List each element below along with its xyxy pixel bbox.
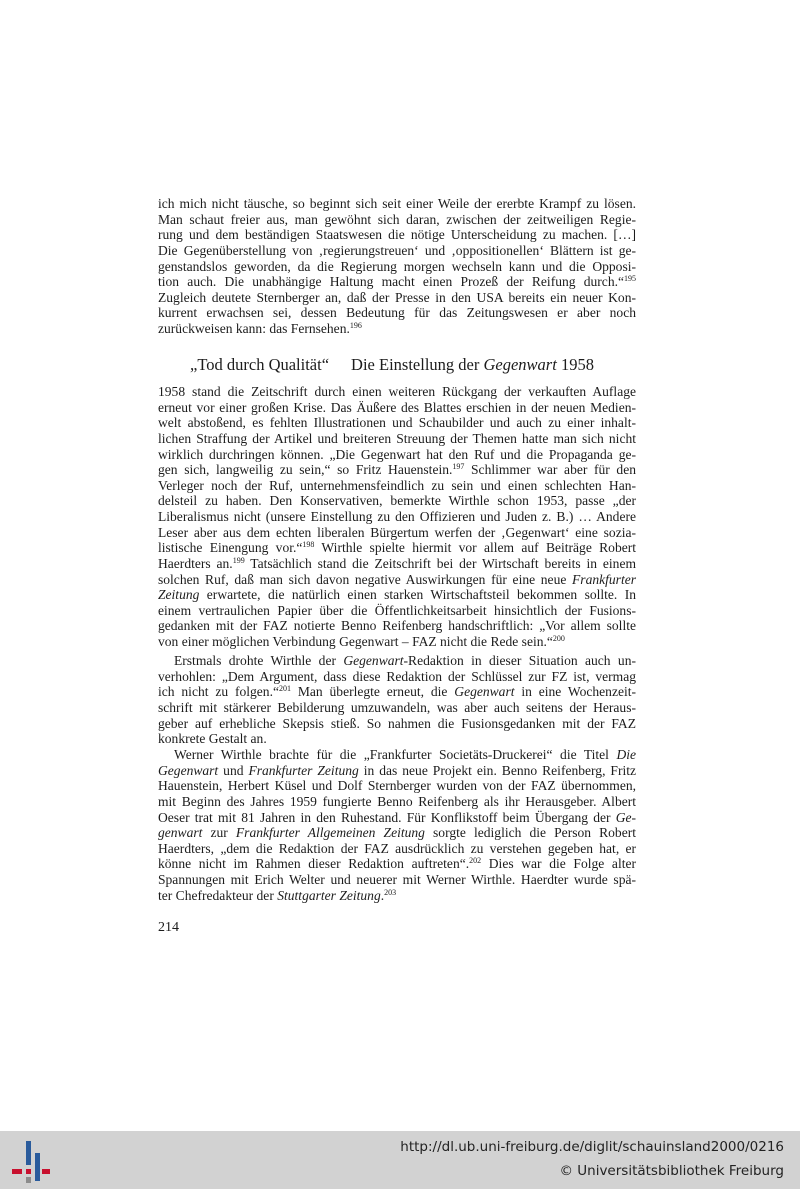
text-line: gedanken mit der FAZ notierte Benno Reifenberg handschriftlich: „Vor allem sollte: [158, 618, 636, 634]
footnote-ref: 199: [232, 555, 245, 565]
footnote-ref: 201: [279, 684, 291, 694]
text-line: Hauenstein, Herbert Küsel und Dolf Sternberger wurden von der FAZ übernommen,: [158, 778, 636, 794]
italic-run: Zeitung: [158, 587, 200, 603]
text-run: ich nicht zu folgen.“: [158, 684, 279, 700]
text-line: [158, 856, 636, 872]
text-line: [158, 274, 636, 290]
italic-run: Ge-: [615, 809, 636, 825]
text-line: wirklich durchringen können. „Die Gegenwart hat den Ruf und die Propaganda ge-: [158, 446, 636, 462]
text-run: tion auch. Die unabhängige Haltung macht einen Prozeß der Reifung durch.“: [158, 274, 624, 290]
text-line: [158, 684, 636, 700]
text-run: könne nicht im Rahmen dieser Redaktion auftreten“.: [158, 856, 470, 872]
text-run: von einer möglichen Verbindung Gegenwart – FAZ nicht die Rede sein.“: [158, 634, 553, 649]
logo-red-bar-right: [42, 1169, 50, 1174]
text-line: 1958 stand die Zeitschrift durch einen weiteren Rückgang der verkauften Auflage: [158, 384, 636, 399]
italic-run: Frankfurter Zeitung: [248, 762, 359, 778]
text-line: [158, 888, 636, 904]
text-line: Zugleich deutete Sternberger an, daß der Presse in den USA bereits ein neuer Kon-: [158, 289, 636, 305]
text-run: erwartete, die natürlich einen starken Wirtschaftsteil bekommen sollte. In: [199, 587, 636, 603]
text-run: Wirthle spielte hiermit vor allem auf Beiträge Robert: [314, 540, 636, 556]
italic-run: Die: [616, 747, 636, 762]
text-line: kurrent erwachsen sei, dessen Bedeutung für das Zeitungswesen er aber noch: [158, 305, 636, 321]
italic-run: Gegenwart: [454, 684, 515, 700]
text-line: schrift mit stärkerer Bebilderung umzuwandeln, was aber auch seitens der Heraus-: [158, 699, 636, 715]
italic-run: Gegenwart: [343, 653, 404, 668]
text-run: Erstmals drohte Wirthle der: [174, 653, 344, 668]
heading-title-italic: Gegenwart: [483, 355, 557, 374]
logo-gray-bar-lower: [26, 1177, 31, 1183]
logo-red-bar-middle: [26, 1169, 31, 1174]
footnote-ref: 197: [452, 462, 465, 472]
heading-year: 1958: [560, 355, 594, 374]
footnote-ref: 203: [384, 887, 397, 897]
text-line: einem vertraulichen Papier über die Öffentlichkeitsarbeit hinsichtlich der Fusions-: [158, 602, 636, 618]
text-line: [158, 572, 636, 588]
text-line: [158, 321, 636, 337]
text-run: Haerdters an.: [158, 555, 233, 571]
text-line: [158, 810, 636, 826]
copyright-text: © Universitätsbibliothek Freiburg: [559, 1163, 784, 1179]
page-number: 214: [158, 920, 179, 935]
text-line: [158, 763, 636, 779]
paragraph-3: [158, 653, 636, 747]
text-line: [158, 825, 636, 841]
text-line: Haerdters, „dem die Redaktion der FAZ ausdrücklich zu verstehen gegeben hat, er: [158, 840, 636, 856]
text-run: listische Einengung vor.“: [158, 540, 303, 556]
text-run: in eine Wochenzeit-: [514, 684, 637, 700]
text-line: geber auf erhebliche Skepsis stieß. So nahmen die Fusionsgedanken mit der FAZ: [158, 715, 636, 731]
text-run: Oeser trat mit 81 Jahren in den Ruhestand. Für Konflikstoff beim Übergang der: [158, 809, 616, 825]
text-line: Verleger noch der Ruf, unternehmensfeindlich zu sein und einen schlechten Han-: [158, 477, 636, 493]
text-line: [158, 747, 636, 763]
text-run: Tatsächlich stand die Zeitschrift bei der Wirtschaft bereits in einem: [244, 555, 636, 571]
italic-run: Stuttgarter Zeitung: [277, 887, 381, 903]
paragraph-4: [158, 747, 636, 903]
footnote-ref: 202: [469, 856, 482, 866]
italic-run: genwart: [158, 825, 203, 841]
italic-run: Frankfurter: [572, 571, 636, 587]
text-line: ich mich nicht täusche, so beginnt sich seit einer Weile der ererbte Krampf zu lösen.: [158, 196, 636, 211]
text-line: rung und dem beständigen Staatswesen die nötige Unterscheidung zu machen. […]: [158, 227, 636, 243]
text-line: [158, 556, 636, 572]
text-line: welt abstoßend, es fehlten Illustrationen und Schaubilder und auch zu einer inhalt-: [158, 415, 636, 431]
text-line: delsteil zu haben. Den Konservativen, bemerkte Wirthle schon 1953, passe „der: [158, 493, 636, 509]
viewer-footer: [0, 1131, 800, 1189]
text-run: solchen Ruf, daß man sich davon negative Auswirkungen für eine neue: [158, 571, 573, 587]
italic-run: Frankfurter Allgemeinen Zeitung: [235, 825, 425, 841]
logo-red-bar-left: [12, 1169, 22, 1174]
text-line: Liberalismus nicht (unsere Einstellung zu den Offizieren und Juden z. B.) … Andere: [158, 509, 636, 524]
footnote-ref: 200: [552, 634, 565, 643]
text-line: [158, 540, 636, 556]
library-logo-icon: [12, 1139, 50, 1183]
footnote-ref: 195: [624, 274, 636, 284]
text-run: sorgte lediglich die Person Robert: [424, 825, 636, 841]
text-line: Die Gegenüberstellung von ‚regierungstreuen‘ und ‚oppositionellen‘ Blättern ist ge-: [158, 242, 636, 258]
text-run: zur: [202, 825, 236, 841]
text-run: gen sich, langweilig zu sein,“ so Fritz Hauenstein.: [158, 462, 453, 478]
text-run: zurückweisen kann: das Fernsehen.: [158, 321, 350, 336]
text-line: Leser aber aus dem echten liberalen Bürgertum werfen der ‚Gegenwart‘ eine sozia-: [158, 524, 636, 540]
text-line: [158, 462, 636, 478]
text-run: Werner Wirthle brachte für die „Frankfurter Societäts-Druckerei“ die Titel: [174, 747, 617, 762]
text-line: konkrete Gestalt an.: [158, 731, 267, 747]
text-line: lichen Straffung der Artikel und breiteren Streuung der Themen hatte man sich nicht: [158, 430, 636, 446]
italic-run: Gegenwart: [158, 762, 219, 778]
footnote-ref: 196: [349, 321, 362, 330]
text-run: .: [380, 887, 385, 903]
text-line: Spannungen mit Erich Welter und neuerer mit Werner Wirthle. Haerdter wurde spä-: [158, 872, 636, 887]
text-line: [158, 587, 636, 603]
text-run: Man überlegte erneut, die: [291, 684, 455, 700]
paragraph-continued-quote: [158, 196, 636, 337]
text-run: in das neue Projekt ein. Benno Reifenberg, Fritz: [358, 762, 637, 778]
text-run: -Redaktion in dieser Situation auch un-: [403, 653, 636, 668]
text-run: Dies war die Folge alter: [481, 856, 636, 872]
text-run: Schlimmer war aber für den: [464, 462, 636, 478]
text-run: und: [218, 762, 249, 778]
heading-quote: „Tod durch Qualität“: [190, 355, 330, 374]
text-line: [158, 634, 636, 650]
text-line: genstandslos geworden, da die Regierung morgen wechseln kann und die Opposi-: [158, 258, 636, 274]
footnote-ref: 198: [302, 540, 315, 550]
paragraph-2: [158, 384, 636, 650]
heading-prefix: Die Einstellung der: [351, 355, 480, 374]
text-line: erneut vor einer großen Krise. Das Äußere des Blattes erschien in der neuen Medien-: [158, 399, 636, 415]
text-line: [158, 653, 636, 669]
logo-blue-bar-right: [35, 1153, 40, 1181]
section-heading: [190, 355, 630, 375]
text-line: verhohlen: „Dem Argument, dass diese Redaktion der Schlüssel zur FZ ist, vermag: [158, 668, 636, 684]
text-line: Man schaut freier aus, man gewöhnt sich daran, zwischen der zeitweiligen Regie-: [158, 211, 636, 227]
logo-blue-bar-upper: [26, 1141, 31, 1165]
text-run: ter Chefredakteur der: [158, 887, 278, 903]
permalink-url[interactable]: http://dl.ub.uni-freiburg.de/diglit/schauinsland2000/0216: [400, 1139, 784, 1155]
text-line: mit Beginn des Jahres 1959 fungierte Benno Reifenberg als ihr Herausgeber. Albert: [158, 793, 636, 809]
